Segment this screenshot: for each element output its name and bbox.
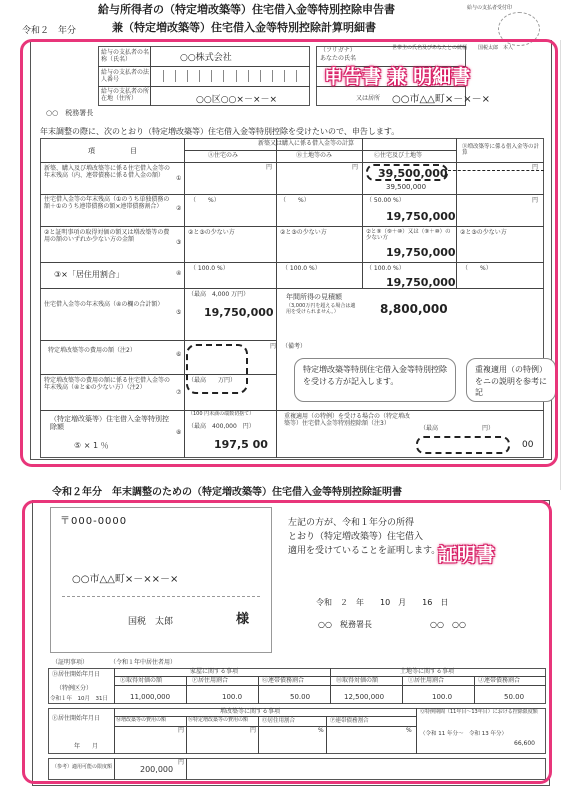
row5-max: （最高 4,000 万円） (188, 291, 250, 298)
row7-no: ⑦ (176, 389, 182, 396)
row1-b: 円 (352, 164, 359, 171)
callout-special-renovation: 特定増改築等特別住宅借入金等特別控除を受ける方が記入します。 (294, 358, 456, 402)
row2-d: 円 (532, 197, 539, 204)
house-ratio-value: 100.0 (222, 693, 243, 701)
row4-b: （ 100.0 %） (282, 265, 321, 272)
land-group-header: 土地等に関する事項 (400, 668, 455, 675)
special-unit: 円） (482, 425, 495, 432)
special-deduction-label: 重複適用（の特例）を受ける場合の（特定増改築等）住宅借入金等特別控除額（注3） (284, 413, 411, 427)
row7-max: （最高 万円） (188, 377, 237, 384)
row3-no: ③ (176, 239, 182, 246)
callout-overlap: 重複適用（の特例）をニの説明を参考に記 (466, 358, 556, 402)
row4-c-pct[interactable]: （ 100.0 %） (366, 265, 405, 272)
payer-corp-number-label: 給与の支払者の法人番号 (101, 69, 150, 83)
row8-max: （最高 400,000 円） (188, 423, 255, 430)
form-subtitle: 兼（特定増改築等）住宅借入金等特別控除計算明細書 (112, 21, 376, 34)
col-special-period: Ⓠ特例期間（11年目～13年目）における控除限度額 (420, 709, 538, 715)
col-d-header: Ⓓ増改築等に係る借入金等の計算 (462, 144, 540, 157)
row2-c-pct[interactable]: （ 50.00 %） (366, 197, 405, 204)
row6-yen: 円 (270, 343, 277, 350)
house-share-value: 50.00 (290, 693, 311, 701)
income-note: （3,000万円を超える場合は適用を受けられません。） (286, 303, 356, 315)
cert-items-note: （令和１年中居住者用） (110, 659, 177, 666)
era-year: 令和２ 年分 (22, 26, 77, 36)
house-group-header: 家屋に関する事項 (190, 668, 239, 675)
col-reno-start: Ⓔ居住開始年月日 (52, 715, 101, 722)
col-land-ratio: Ⓘ居住用割合 (408, 677, 445, 684)
col-a-header: Ⓐ住宅のみ (208, 152, 239, 159)
row2-a: （ %） (190, 197, 220, 204)
col-house-ratio: Ⓕ居住用割合 (192, 677, 229, 684)
row3-a: ②と③の少ない方 (188, 229, 235, 236)
applicant-name-label: あなたの氏名 (320, 55, 357, 62)
col-reno-cost: Ⓜ増改築等の費用の額 (116, 717, 167, 723)
cert-office-signature: ○○ ○○ (430, 620, 466, 629)
reno-cost-yen: 円 (178, 727, 185, 734)
income-value[interactable]: 8,800,000 (380, 302, 448, 316)
household-head-label: 世帯主の氏名及びあなたとの続柄 (392, 45, 468, 51)
reno-special-yen: 円 (250, 727, 257, 734)
cert-items-label: （証明事項） (52, 659, 89, 666)
row6-no: ⑥ (176, 351, 182, 358)
col-reno-special-cost: Ⓝ特定増改築等の費用の額 (188, 717, 249, 723)
reno-group-header: 増改築等に関する事項 (220, 708, 281, 715)
row1-d: 円 (532, 164, 539, 171)
row4-a: （ 100.0 %） (190, 265, 229, 272)
row3-c-label: ②と⑨（⑨＋⑩）又は（⑨＋⑩）の少ない方 (366, 229, 451, 242)
col-house-price: Ⓔ取得対価の額 (120, 677, 163, 684)
row8-formula: ⑤ × 1 ％ (74, 441, 109, 450)
start-date-value: 令和１年 10月 31日 (50, 696, 108, 702)
request-statement: 年末調整の際に、次のとおり（特定増改築等）住宅借入金等特別控除を受けたいので、申告します。 (40, 127, 400, 136)
cert-text-1: 左記の方が、令和１年分の所得 (288, 518, 415, 528)
row3-c-value[interactable]: 19,750,000 (386, 246, 456, 259)
row1-label: 新築、購入及び増改築等に係る住宅借入金等の年末残高（内、連帯債務に係る借入金の額） (44, 165, 171, 179)
land-share-value: 50.00 (504, 693, 525, 701)
special-value[interactable]: 00 (522, 440, 534, 450)
reference-value: 200,000 (140, 765, 174, 774)
special-max: （最高 (420, 425, 439, 432)
row6-label: 特定増改築等の費用の額（注2） (48, 347, 136, 354)
reno-ratio-pct: % (318, 727, 324, 734)
cert-date: 令和 ２ 年 10 月 16 日 (316, 598, 449, 607)
row1-a: 円 (266, 164, 273, 171)
row8-value[interactable]: 197,5 00 (214, 438, 268, 451)
payer-address-value[interactable]: ○○区○○×－×－× (196, 95, 278, 105)
declaration-label: 申告書 兼 明細書 (324, 66, 471, 88)
row1-c-sub[interactable]: 39,500,000 (386, 183, 427, 191)
row4-no: ④ (176, 270, 182, 277)
row1-no: ① (176, 175, 182, 182)
cert-name: 国税 太郎 (128, 617, 174, 627)
certificate-label: 証明書 (438, 544, 496, 566)
payer-name-label: 給与の支払者の名称（氏名） (101, 49, 150, 63)
row2-no: ② (176, 205, 182, 212)
row4-d: （ %） (462, 265, 492, 272)
declaration-highlight-frame (20, 39, 558, 467)
land-price-value: 12,500,000 (344, 693, 385, 701)
row7-label: 特定増改築等の費用の額に係る住宅借入金等の年末残高（④と⑥の少ない方）（注2） (44, 377, 171, 391)
col-group-header: 新築又は購入に係る借入金等の計算 (258, 140, 355, 147)
remarks-label: （備考） (282, 343, 307, 350)
col-land-price: Ⓗ取得対価の額 (336, 677, 379, 684)
col-reno-ratio: Ⓞ居住用割合 (262, 718, 296, 724)
reno-ym: 年 月 (74, 743, 99, 750)
land-ratio-value: 100.0 (432, 693, 453, 701)
household-head-value: 国税太郎 本人 (478, 45, 514, 51)
row2-c-value[interactable]: 19,750,000 (386, 210, 456, 223)
cert-office: ○○ 税務署長 (318, 620, 372, 629)
row4-c-value[interactable]: 19,750,000 (386, 276, 456, 289)
cert-sama: 様 (236, 612, 250, 627)
row1-c-value[interactable]: 39,500,000 (378, 167, 448, 180)
col-b-header: Ⓑ土地等のみ (296, 152, 333, 159)
payer-address-label: 給与の支払者の所在地（住所） (101, 88, 150, 102)
col-house-share: Ⓖ連帯債務割合 (262, 677, 305, 684)
payer-name-value[interactable]: ○○株式会社 (180, 53, 232, 63)
reno-share-pct: % (406, 727, 412, 734)
row3-d: ②と③の少ない方 (460, 229, 507, 236)
row3-label: ②と証明事項の取得対価の額又は増改築等の費用の額のいずれか少ない方の金額 (44, 229, 170, 243)
receipt-stamp-label: 給与の支払者受付印 (467, 5, 513, 11)
cert-address: ○○市△△町×－××－× (72, 574, 179, 585)
applicant-address-value[interactable]: ○○市△△町×－×－× (392, 94, 490, 105)
cert-text-3: 適用を受けていることを証明します。 (288, 546, 441, 556)
house-price-value: 11,000,000 (130, 693, 171, 701)
col-land-share: Ⓙ連帯債務割合 (478, 677, 521, 684)
reference-label: （参考）適用可能の限度額 (52, 764, 113, 770)
margin-notes (560, 40, 584, 490)
row5-no: ⑤ (176, 309, 182, 316)
row2-label: 住宅借入金等の年末残高（①のうち単独債務の額＋①のうち連帯債務の額×連帯債務割合） (44, 196, 170, 210)
special-period-value: （令和 11 年分～ 令和 13 年分） (420, 731, 507, 737)
row5-value[interactable]: 19,750,000 (204, 306, 274, 319)
col-reno-share: Ⓟ連帯債務割合 (330, 718, 369, 724)
special-category: （特例区分） (56, 685, 93, 692)
form-title: 給与所得者の（特定増改築等）住宅借入金等特別控除申告書 (98, 3, 395, 16)
col-start-date: Ⓓ居住開始年月日 (52, 671, 101, 678)
furigana-label: （フリガナ） (320, 47, 356, 54)
zip-code: 〒000-0000 (60, 516, 128, 527)
applicant-address-label: 又は居所 (356, 95, 381, 102)
row8-label: （特定増改築等）住宅借入金等特別控除額 (50, 415, 169, 431)
row4-label: ③×「居住用割合」 (54, 270, 124, 279)
cert-text-2: とおり（特定増改築等）住宅借入 (288, 532, 424, 542)
income-label: 年間所得の見積額 (286, 293, 342, 301)
col-item-header: 項 目 (88, 147, 137, 155)
tax-office-label: ○○ 税務署長 (46, 109, 94, 117)
special-period-amount: 66,600 (514, 740, 535, 747)
row8-no: ⑧ (176, 429, 182, 436)
reference-yen: 円 (178, 759, 185, 766)
row3-b: ②と③の少ない方 (280, 229, 327, 236)
certificate-title: 令和２年分 年末調整のための（特定増改築等）住宅借入金等特別控除証明書 (52, 487, 402, 498)
row5-label: 住宅借入金等の年末残高（④の欄の合計額） (44, 301, 164, 308)
row8-max-label: （100 円未満の端数切捨て） (188, 411, 255, 417)
row2-b: （ %） (280, 197, 310, 204)
col-c-header: Ⓒ住宅及び土地等 (374, 152, 423, 159)
